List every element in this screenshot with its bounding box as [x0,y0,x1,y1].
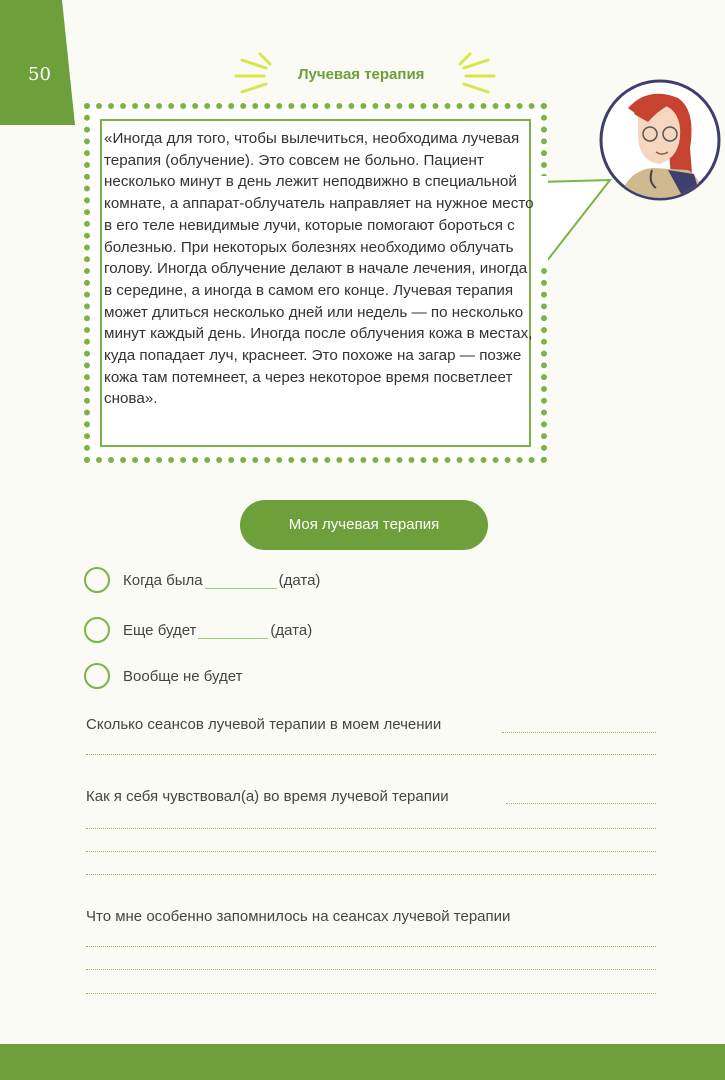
answer-line[interactable] [86,828,656,829]
option-suffix: (дата) [270,621,313,639]
answer-line[interactable] [506,803,656,804]
date-blank[interactable] [198,622,268,639]
answer-line[interactable] [86,874,656,875]
answer-line[interactable] [86,993,656,994]
option-checkbox[interactable] [84,663,110,689]
option-will-be [84,614,312,646]
option-label: Еще будет [123,621,197,639]
speech-bubble-tail [538,176,618,266]
question-memories: Что мне особенно запомнилось на сеансах лучевой терапии [86,908,511,925]
option-checkbox[interactable] [84,567,110,593]
option-label: Вообще не будет [123,667,243,685]
page-number: 50 [28,64,51,85]
quote-text: «Иногда для того, чтобы вылечиться, необходима лучевая терапия (облучение). Это совсем не больно. Пациент несколько минут в день лежит неподвижно в специальной комнате, а аппарат-облучатель направляет на нужное место в его теле невидимые лучи, которые помогают бороться с болезнью. При некоторых болезнях необходимо облучать голову. Иногда облучение делают в начале лечения, иногда в середине, а иногда в самом его конце. Лучевая терапия может длиться несколько дней или недель — по несколько минут каждый день. Иногда после облучения кожа в местах, куда попадает луч, краснеет. Это похоже на загар — позже кожа там потемнеет, а через некоторое время посветлеет снова». [104,130,534,408]
option-checkbox[interactable] [84,617,110,643]
option-label: Когда была [123,571,203,589]
question-sessions: Сколько сеансов лучевой терапии в моем лечении [86,716,442,733]
answer-line[interactable] [502,732,656,733]
answer-line[interactable] [86,946,656,947]
bottom-bar [0,1044,725,1080]
answer-line[interactable] [86,754,656,755]
option-suffix: (дата) [278,571,321,589]
option-never [84,660,243,692]
date-blank[interactable] [205,572,277,589]
option-was [84,564,320,596]
question-feelings: Как я себя чувствовал(а) во время лучевой терапии [86,788,449,805]
section-title-pill: Моя лучевая терапия [240,500,488,550]
page-corner-tab [0,0,75,125]
section-heading: Лучевая терапия [298,66,425,83]
answer-line[interactable] [86,851,656,852]
answer-line[interactable] [86,969,656,970]
